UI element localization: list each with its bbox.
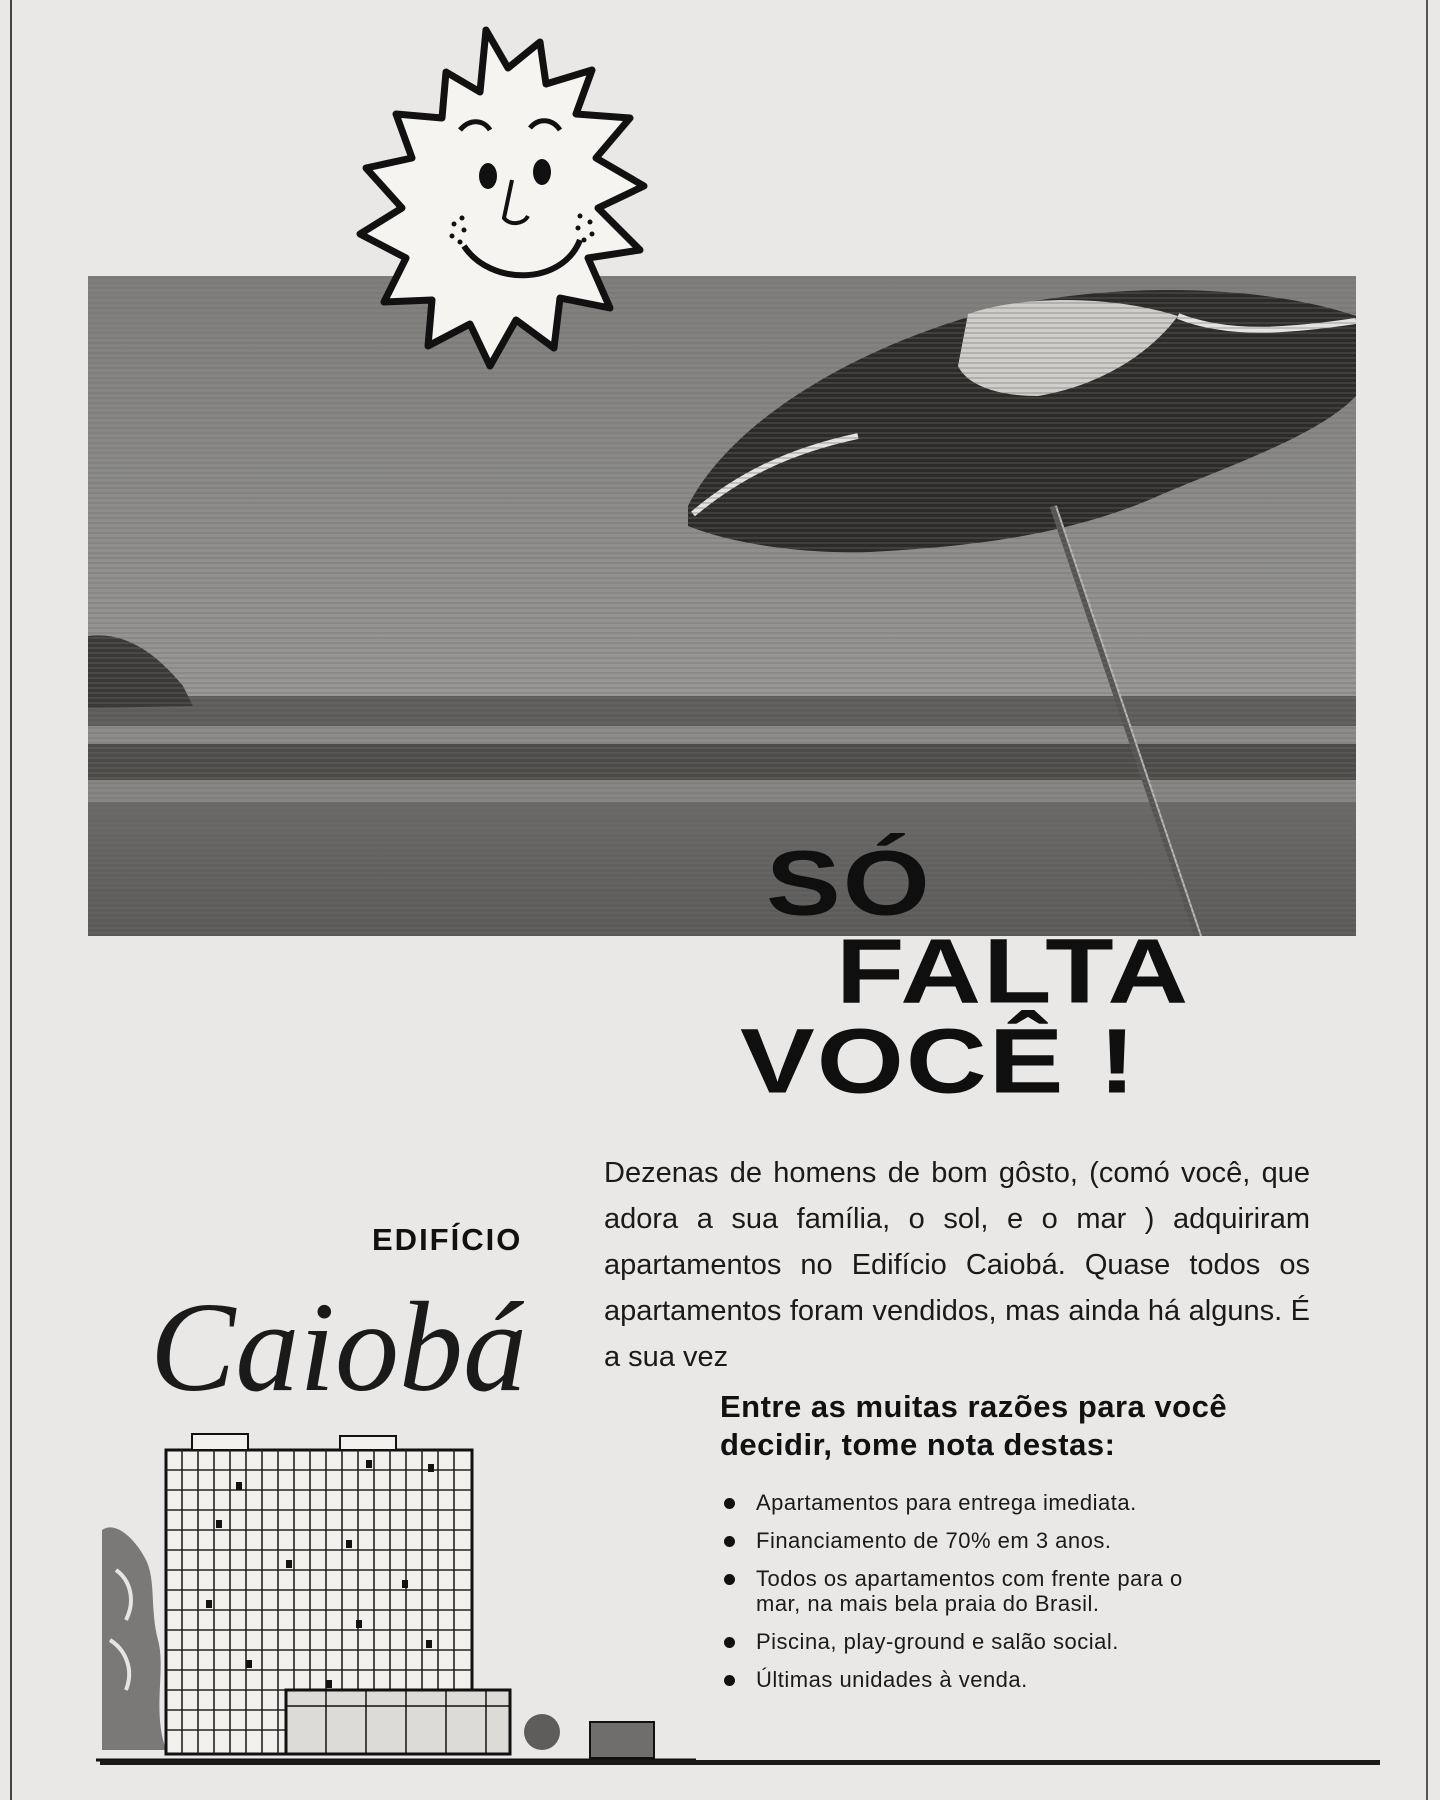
bullet-icon	[724, 1536, 735, 1547]
beach-photo-illustration	[88, 276, 1356, 936]
list-item	[724, 1629, 1184, 1654]
list-item	[724, 1667, 1184, 1692]
page-border-left	[10, 0, 12, 1800]
bullet-icon	[724, 1637, 735, 1648]
base-rule	[100, 1760, 1380, 1765]
list-item-text: Últimas unidades à venda.	[756, 1667, 1028, 1692]
sun-right-eye	[533, 159, 551, 185]
bullet-icon	[724, 1574, 735, 1585]
intro-paragraph: Dezenas de homens de bom gôsto, (comó você, que adora a sua família, o sol, e o mar ) adquiriram apartamentos no Edifício Caiobá. Quase todos os apartamentos foram vendidos, mas ainda há alguns. É a sua vez	[604, 1157, 1310, 1373]
bullet-icon	[724, 1498, 735, 1509]
reasons-heading: Entre as muitas razões para você decidir, tome nota destas:	[720, 1389, 1228, 1462]
list-item	[724, 1566, 1184, 1616]
headline-line-3: VOCÊ !	[740, 1009, 1138, 1113]
list-item	[724, 1528, 1184, 1553]
list-item-text: Apartamentos para entrega imediata.	[756, 1490, 1137, 1515]
page-border-right	[1426, 0, 1428, 1800]
reasons-list	[724, 1490, 1184, 1705]
brand-logo	[150, 1240, 570, 1420]
list-item-text: Piscina, play-ground e salão social.	[756, 1629, 1119, 1654]
sun-illustration	[340, 18, 680, 378]
list-item-text: Financiamento de 70% em 3 anos.	[756, 1528, 1112, 1553]
brand-label: EDIFÍCIO	[372, 1222, 523, 1257]
bullet-icon	[724, 1675, 735, 1686]
headline-line-2: FALTA	[836, 919, 1191, 1023]
brand-logo-text: Caiobá	[150, 1276, 527, 1418]
beach-photo	[88, 276, 1356, 936]
headline-line-1: SÓ	[766, 831, 932, 935]
list-item-text: Todos os apartamentos com frente para o mar, na mais bela praia do Brasil.	[756, 1566, 1183, 1616]
building-illustration	[96, 1420, 696, 1778]
list-item	[724, 1490, 1184, 1515]
sun-left-eye	[479, 163, 497, 189]
